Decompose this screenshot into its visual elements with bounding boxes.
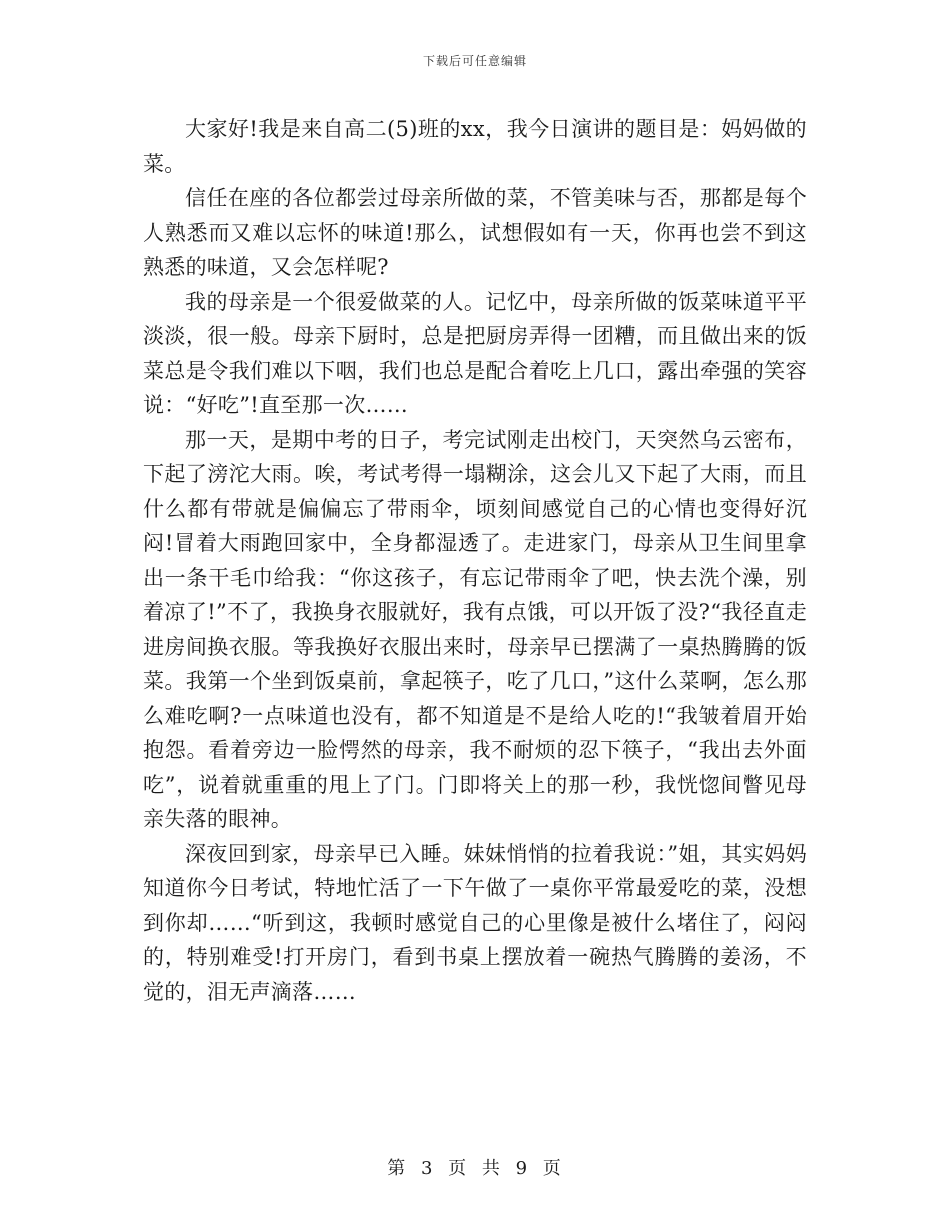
paragraph-5: 深夜回到家，母亲早已入睡。妹妹悄悄的拉着我说：”姐，其实妈妈知道你今日考试，特地忙活了一下午做了一桌你平常最爱吃的菜，没想到你却……“听到这，我顿时感觉自己的心里像是被什么堵住了，闷闷的，特别难受!打开房门，看到书桌上摆放着一碗热气腾腾的姜汤，不觉的，泪无声滴落…… [143,841,807,1004]
page-header-note: 下载后可任意编辑 [422,54,527,68]
paragraph-2: 信任在座的各位都尝过母亲所做的菜，不管美味与否，那都是每个人熟悉而又难以忘怀的味道!那么，试想假如有一天，你再也尝不到这熟悉的味道，又会怎样呢? [143,186,807,279]
document-body [143,112,807,1009]
paragraph-1: 大家好!我是来自高二(5)班的xx，我今日演讲的题目是：妈妈做的菜。 [143,117,807,176]
page-number: 第 3 页 共 9 页 [387,1158,563,1179]
paragraph-4: 那一天，是期中考的日子，考完试刚走出校门，天突然乌云密布，下起了滂沱大雨。唉，考试考得一塌糊涂，这会儿又下起了大雨，而且什么都有带就是偏偏忘了带雨伞，顷刻间感觉自己的心情也变得好沉闷!冒着大雨跑回家中，全身都湿透了。走进家门，母亲从卫生间里拿出一条干毛巾给我：“你这孩子，有忘记带雨伞了吧，快去洗个澡，别着凉了!”不了，我换身衣服就好，我有点饿，可以开饭了没?“我径直走进房间换衣服。等我换好衣服出来时，母亲早已摆满了一桌热腾腾的饭菜。我第一个坐到饭桌前，拿起筷子，吃了几口，”这什么菜啊，怎么那么难吃啊?一点味道也没有，都不知道是不是给人吃的!“我皱着眉开始抱怨。看着旁边一脸愕然的母亲，我不耐烦的忍下筷子，“我出去外面吃”，说着就重重的甩上了门。门即将关上的那一秒，我恍惚间瞥见母亲失落的眼神。 [143,427,807,831]
paragraph-3: 我的母亲是一个很爱做菜的人。记忆中，母亲所做的饭菜味道平平淡淡，很一般。母亲下厨时，总是把厨房弄得一团糟，而且做出来的饭菜总是令我们难以下咽，我们也总是配合着吃上几口，露出牵强的笑容说：“好吃”!直至那一次…… [143,289,807,417]
